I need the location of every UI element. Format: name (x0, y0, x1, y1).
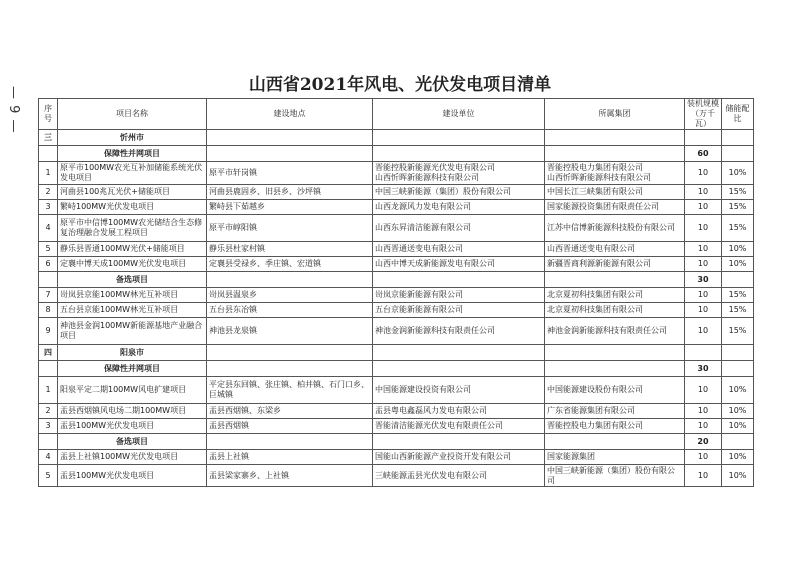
header-no: 序号 (39, 99, 58, 130)
project-capacity: 10 (685, 303, 722, 318)
project-builder: 中国能源建设投资有限公司 (373, 377, 545, 404)
header-builder: 建设单位 (373, 99, 545, 130)
project-name: 静乐县晋通100MW光伏+储能项目 (58, 242, 207, 257)
group-capacity: 60 (685, 146, 722, 162)
section-index: 四 (39, 345, 58, 361)
project-name: 盂县100MW光伏发电项目 (58, 419, 207, 434)
table-row (39, 257, 754, 272)
row-no: 1 (39, 162, 58, 185)
empty-cell (685, 345, 722, 361)
project-capacity: 10 (685, 185, 722, 200)
project-builder: 中国三峡新能源（集团）股份有限公司 (373, 185, 545, 200)
storage-ratio: 10% (722, 257, 754, 272)
section-row (39, 345, 754, 361)
section-city: 阳泉市 (58, 345, 207, 361)
document-title: 山西省2021年风电、光伏发电项目清单 (248, 75, 552, 95)
empty-cell (722, 345, 754, 361)
empty-cell (545, 434, 685, 450)
group-row (39, 434, 754, 450)
project-capacity: 10 (685, 162, 722, 185)
empty-cell (722, 434, 754, 450)
project-builder: 晋能清洁能源光伏发电有限责任公司 (373, 419, 545, 434)
group-capacity: 20 (685, 434, 722, 450)
project-name: 繁峙100MW光伏发电项目 (58, 200, 207, 215)
empty-cell (373, 146, 545, 162)
project-table (38, 98, 754, 487)
table-row (39, 215, 754, 242)
empty-cell (722, 130, 754, 146)
project-group: 国家能源集团 (545, 450, 685, 465)
project-name: 岢岚县京能100MW林光互补项目 (58, 288, 207, 303)
header-group: 所属集团 (545, 99, 685, 130)
project-group: 晋能控股电力集团有限公司 (545, 419, 685, 434)
project-group: 中国能源建设股份有限公司 (545, 377, 685, 404)
project-builder: 三峡能源盂县光伏发电有限公司 (373, 465, 545, 487)
empty-cell (685, 130, 722, 146)
row-no: 2 (39, 185, 58, 200)
storage-ratio: 10% (722, 377, 754, 404)
empty-cell (373, 361, 545, 377)
project-location: 神池县龙泉镇 (207, 318, 373, 345)
table-row (39, 377, 754, 404)
row-no: 6 (39, 257, 58, 272)
project-name: 盂县西烟镇风电场二期100MW项目 (58, 404, 207, 419)
project-capacity: 10 (685, 288, 722, 303)
empty-cell (207, 146, 373, 162)
table-row (39, 404, 754, 419)
project-builder: 山西龙源风力发电有限公司 (373, 200, 545, 215)
empty-cell (207, 361, 373, 377)
header-location: 建设地点 (207, 99, 373, 130)
project-name: 原平市100MW农光互补加储能系统光伏发电项目 (58, 162, 207, 185)
row-no: 3 (39, 200, 58, 215)
table-row (39, 288, 754, 303)
project-group: 中国长江三峡集团有限公司 (545, 185, 685, 200)
project-group: 中国三峡新能源（集团）股份有限公司 (545, 465, 685, 487)
empty-cell (373, 345, 545, 361)
project-builder: 国能山西新能源产业投资开发有限公司 (373, 450, 545, 465)
project-name: 河曲县100兆瓦光伏+储能项目 (58, 185, 207, 200)
row-no: 5 (39, 242, 58, 257)
project-location: 原平市轩岗镇 (207, 162, 373, 185)
header-capacity: 装机规模（万千瓦） (685, 99, 722, 130)
storage-ratio: 15% (722, 288, 754, 303)
project-builder: 盂县粤电鑫磊风力发电有限公司 (373, 404, 545, 419)
storage-ratio: 10% (722, 242, 754, 257)
group-label: 保障性并网项目 (58, 146, 207, 162)
section-index: 三 (39, 130, 58, 146)
project-builder: 岢岚京能新能源有限公司 (373, 288, 545, 303)
row-no: 9 (39, 318, 58, 345)
project-location: 岢岚县温泉乡 (207, 288, 373, 303)
header-ratio: 储能配比 (722, 99, 754, 130)
empty-cell (722, 361, 754, 377)
row-no: 4 (39, 450, 58, 465)
row-no: 7 (39, 288, 58, 303)
project-group: 神池金润新能源科技有限责任公司 (545, 318, 685, 345)
project-location: 盂县上社镇 (207, 450, 373, 465)
project-group: 山西晋通送变电有限公司 (545, 242, 685, 257)
table-body (39, 130, 754, 487)
storage-ratio: 10% (722, 465, 754, 487)
project-capacity: 10 (685, 450, 722, 465)
row-no: 1 (39, 377, 58, 404)
table-header-row (39, 99, 754, 130)
project-location: 原平市崞阳镇 (207, 215, 373, 242)
empty-cell (39, 146, 58, 162)
group-label: 备选项目 (58, 272, 207, 288)
project-capacity: 10 (685, 318, 722, 345)
group-row (39, 361, 754, 377)
table-row (39, 242, 754, 257)
header-name: 项目名称 (58, 99, 207, 130)
row-no: 3 (39, 419, 58, 434)
table-row (39, 450, 754, 465)
table-row (39, 419, 754, 434)
project-group: 江苏中信博新能源科技股份有限公司 (545, 215, 685, 242)
row-no: 4 (39, 215, 58, 242)
empty-cell (373, 130, 545, 146)
table-row (39, 465, 754, 487)
storage-ratio: 15% (722, 215, 754, 242)
project-capacity: 10 (685, 257, 722, 272)
empty-cell (545, 272, 685, 288)
project-location: 盂县梁家寨乡、上社镇 (207, 465, 373, 487)
empty-cell (545, 345, 685, 361)
group-row (39, 146, 754, 162)
group-row (39, 272, 754, 288)
project-location: 静乐县杜家村镇 (207, 242, 373, 257)
project-name: 原平市中信博100MW农光储结合生态修复治理融合发展工程项目 (58, 215, 207, 242)
project-location: 平定县东回镇、张庄镇、柏井镇、石门口乡、巨城镇 (207, 377, 373, 404)
project-capacity: 10 (685, 419, 722, 434)
storage-ratio: 10% (722, 404, 754, 419)
project-capacity: 10 (685, 377, 722, 404)
project-location: 定襄县受禄乡、季庄镇、宏道镇 (207, 257, 373, 272)
project-capacity: 10 (685, 465, 722, 487)
group-capacity: 30 (685, 361, 722, 377)
empty-cell (722, 272, 754, 288)
empty-cell (207, 130, 373, 146)
empty-cell (39, 361, 58, 377)
empty-cell (39, 272, 58, 288)
project-group: 北京夏初科技集团有限公司 (545, 288, 685, 303)
group-label: 备选项目 (58, 434, 207, 450)
storage-ratio: 15% (722, 185, 754, 200)
project-name: 定襄中博天成100MW光伏发电项目 (58, 257, 207, 272)
project-capacity: 10 (685, 242, 722, 257)
group-capacity: 30 (685, 272, 722, 288)
empty-cell (722, 146, 754, 162)
section-city: 忻州市 (58, 130, 207, 146)
project-builder: 五台京能新能源有限公司 (373, 303, 545, 318)
row-no: 2 (39, 404, 58, 419)
project-capacity: 10 (685, 404, 722, 419)
table-row (39, 185, 754, 200)
project-capacity: 10 (685, 200, 722, 215)
storage-ratio: 10% (722, 162, 754, 185)
table-row (39, 162, 754, 185)
group-label: 保障性并网项目 (58, 361, 207, 377)
row-no: 8 (39, 303, 58, 318)
storage-ratio: 15% (722, 303, 754, 318)
page-number: — 9 — (6, 86, 21, 134)
project-name: 神池县金润100MW新能源基地产业融合项目 (58, 318, 207, 345)
empty-cell (207, 434, 373, 450)
empty-cell (545, 361, 685, 377)
project-builder: 山西中博天成新能源发电有限公司 (373, 257, 545, 272)
project-location: 盂县西烟镇 (207, 419, 373, 434)
project-group: 北京夏初科技集团有限公司 (545, 303, 685, 318)
project-group: 国家能源投资集团有限责任公司 (545, 200, 685, 215)
row-no: 5 (39, 465, 58, 487)
project-name: 盂县上社镇100MW光伏发电项目 (58, 450, 207, 465)
empty-cell (545, 130, 685, 146)
empty-cell (373, 434, 545, 450)
project-location: 五台县东冶镇 (207, 303, 373, 318)
project-builder: 神池金润新能源科技有限责任公司 (373, 318, 545, 345)
project-name: 盂县100MW光伏发电项目 (58, 465, 207, 487)
project-capacity: 10 (685, 215, 722, 242)
project-name: 阳泉平定二期100MW风电扩建项目 (58, 377, 207, 404)
empty-cell (373, 272, 545, 288)
storage-ratio: 15% (722, 200, 754, 215)
empty-cell (207, 272, 373, 288)
project-group: 广东省能源集团有限公司 (545, 404, 685, 419)
project-location: 河曲县鹿固乡、旧县乡、沙坪镇 (207, 185, 373, 200)
project-location: 盂县西烟镇、东梁乡 (207, 404, 373, 419)
storage-ratio: 10% (722, 419, 754, 434)
project-location: 繁峙县下茹越乡 (207, 200, 373, 215)
empty-cell (207, 345, 373, 361)
project-builder: 山西晋通送变电有限公司 (373, 242, 545, 257)
project-builder: 晋能控股新能源光伏发电有限公司 山西忻晖新能源科技有限公司 (373, 162, 545, 185)
table-row (39, 303, 754, 318)
project-group: 晋能控股电力集团有限公司 山西忻晖新能源科技有限公司 (545, 162, 685, 185)
project-builder: 山西东昇清洁能源有限公司 (373, 215, 545, 242)
table-row (39, 318, 754, 345)
section-row (39, 130, 754, 146)
table-row (39, 200, 754, 215)
storage-ratio: 15% (722, 318, 754, 345)
project-name: 五台县京能100MW林光互补项目 (58, 303, 207, 318)
empty-cell (545, 146, 685, 162)
storage-ratio: 10% (722, 450, 754, 465)
project-group: 新疆晋商利源新能源有限公司 (545, 257, 685, 272)
empty-cell (39, 434, 58, 450)
